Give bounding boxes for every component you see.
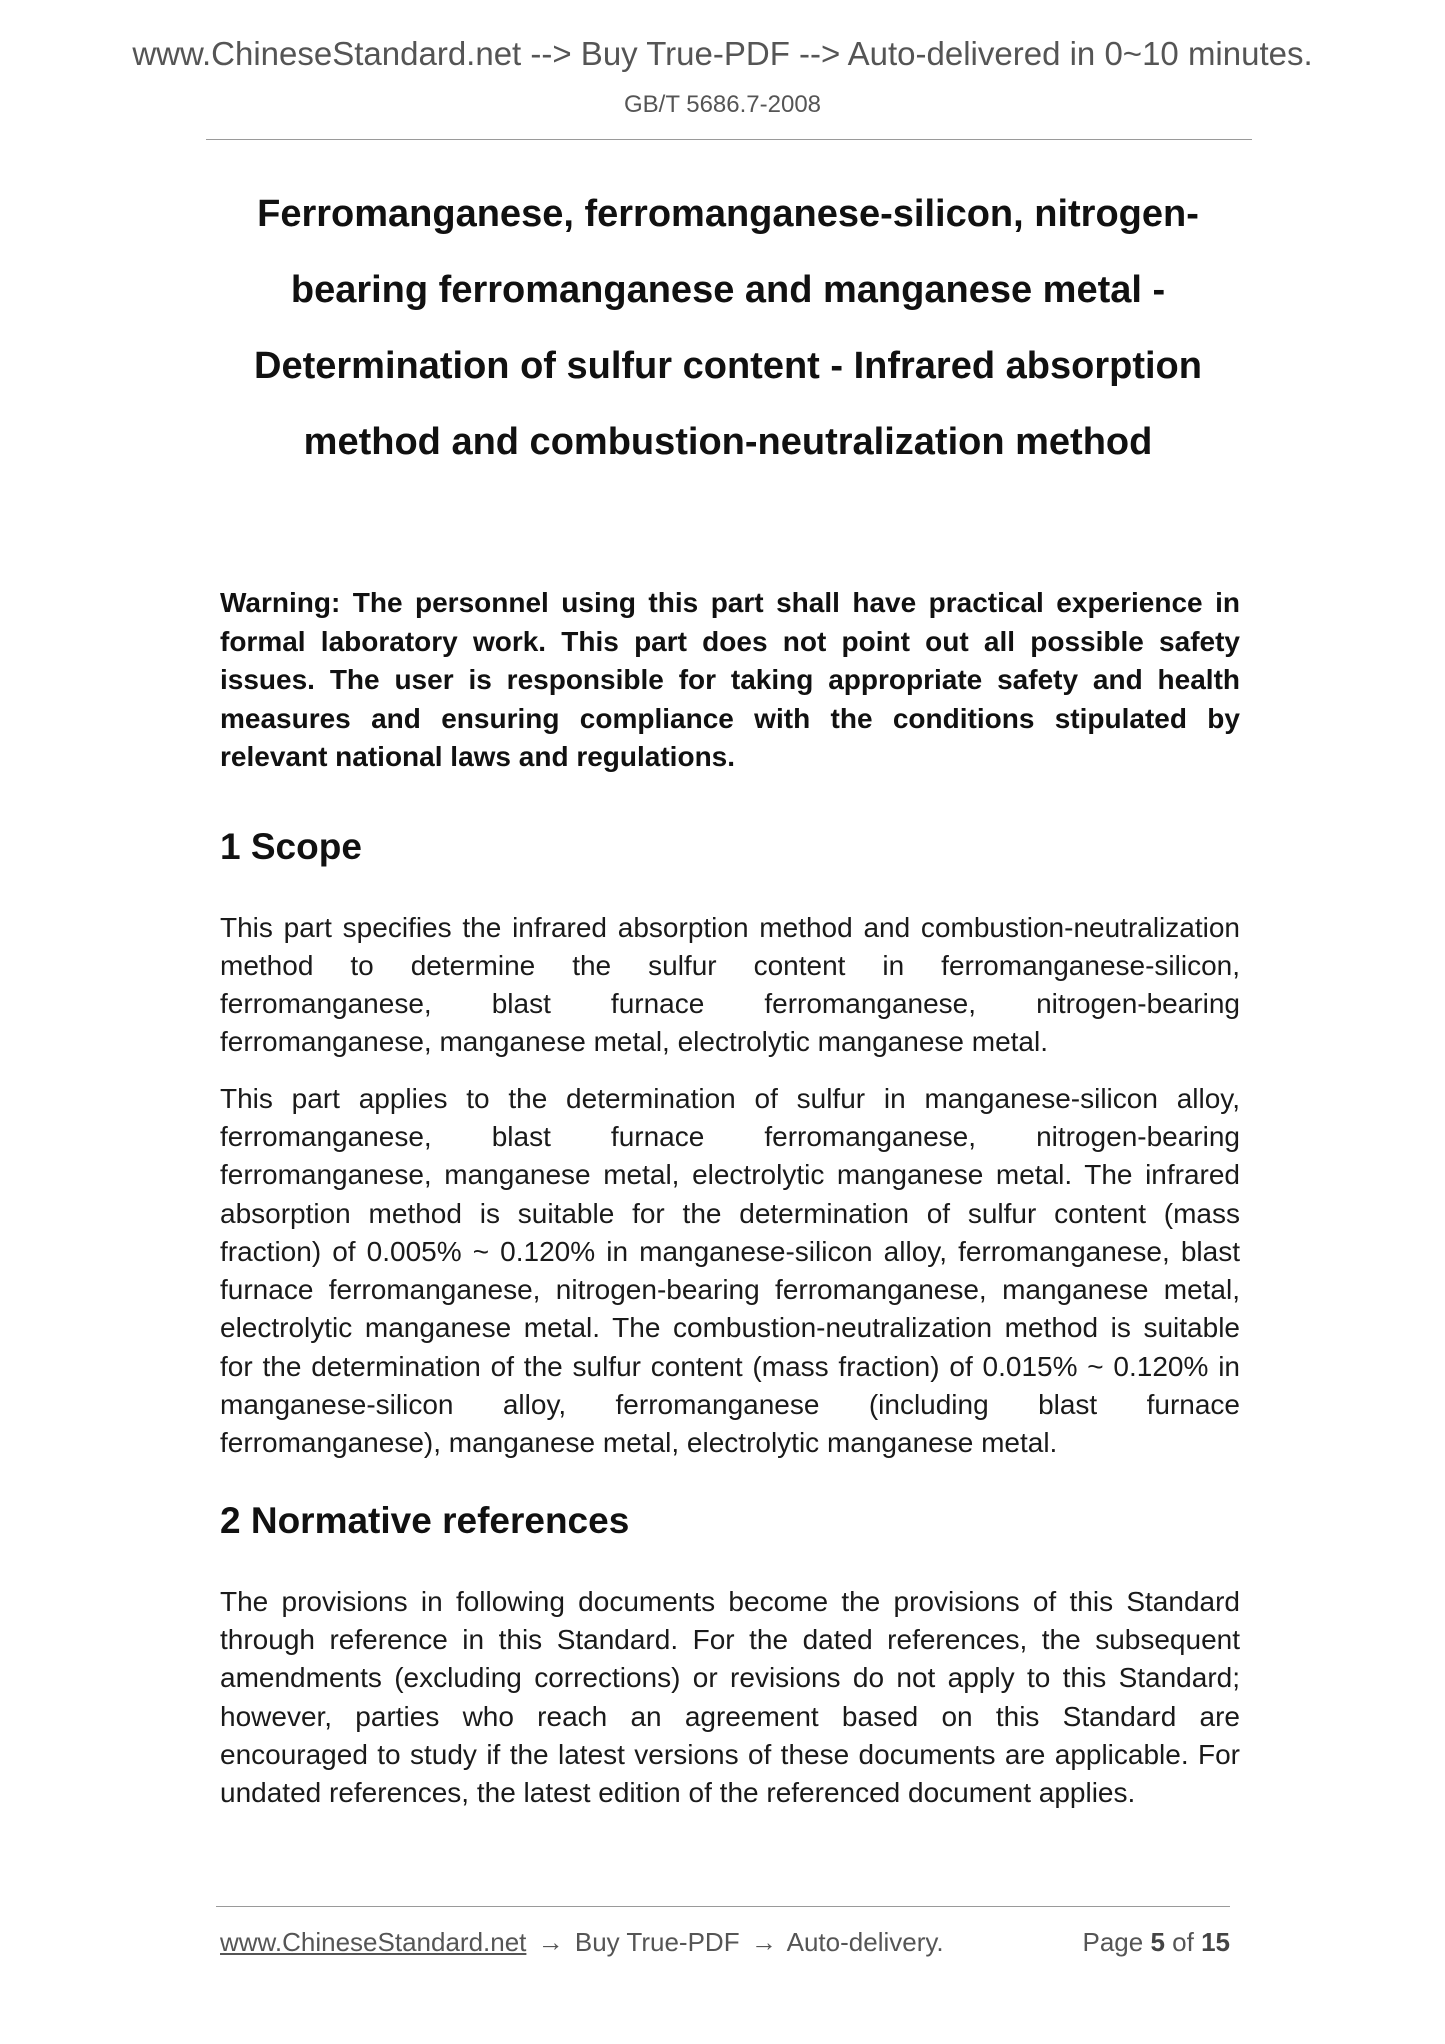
title-line-4: method and combustion-neutralization method [303, 421, 1153, 463]
page-total: 15 [1201, 1927, 1230, 1957]
page-of-label: of [1172, 1927, 1194, 1957]
scope-paragraph-1: This part specifies the infrared absorption method and combustion-neutralization method to determine the sulfur content in ferromanganese-silicon, ferromanganese, blast furnace ferromanganese, nitrogen-bearing ferromanganese, manganese metal, electrolytic manganese metal. [220, 911, 1240, 1058]
page-label: Page [1082, 1927, 1144, 1957]
page-footer [220, 1925, 1230, 1961]
footer-divider [216, 1906, 1230, 1907]
warning-paragraph: Warning: The personnel using this part shall have practical experience in formal laboratory work. This part does not point out all possible safety issues. The user is responsible for taking appropriate safety and health measures and ensuring compliance with the conditions stipulated by relevant national laws and regulations. [220, 587, 1240, 772]
title-line-2: bearing ferromanganese and manganese metal - [290, 269, 1166, 311]
page-number: 5 [1150, 1927, 1165, 1957]
section-heading-normative-references: 2 Normative references [220, 1499, 630, 1541]
footer-site-link[interactable]: www.ChineseStandard.net [220, 1927, 527, 1957]
title-line-1: Ferromanganese, ferromanganese-silicon, nitrogen- [257, 193, 1199, 235]
scope-paragraph-2: This part applies to the determination of sulfur in manganese-silicon alloy, ferromanganese, blast furnace ferromanganese, nitrogen-bearing ferromanganese, manganese metal, electrolytic manganese metal. The infrared absorption method is suitable for the determination of sulfur content (mass fraction) of 0.005% ~ 0.120% in manganese-silicon alloy, ferromanganese, blast furnace ferromanganese, nitrogen-bearing ferromanganese, manganese metal, electrolytic manganese metal. The combustion-neutralization method is suitable for the determination of the sulfur content (mass fraction) of 0.015% ~ 0.120% in manganese-silicon alloy, ferromanganese (including blast furnace ferromanganese), manganese metal, electrolytic manganese metal. [220, 1082, 1240, 1459]
top-banner: www.ChineseStandard.net --> Buy True-PDF --> Auto-delivered in 0~10 minutes. [132, 35, 1313, 72]
header-divider [206, 139, 1252, 140]
arrow-right-icon: → [537, 1927, 564, 1957]
normative-references-paragraph: The provisions in following documents become the provisions of this Standard through reference in this Standard. For the dated references, the subsequent amendments (excluding corrections) or revisions do not apply to this Standard; however, parties who reach an agreement based on this Standard are encouraged to study if the latest versions of these documents are applicable. For undated references, the latest edition of the referenced document applies. [220, 1585, 1240, 1809]
document-title [220, 176, 1236, 480]
footer-buy-text: Buy True-PDF [574, 1927, 740, 1957]
document-body [220, 584, 1240, 1812]
standard-code: GB/T 5686.7-2008 [623, 91, 822, 118]
page-indicator [1082, 1925, 1230, 1959]
section-heading-scope: 1 Scope [220, 825, 362, 867]
footer-delivery-info [220, 1925, 944, 1959]
footer-delivery-text: Auto-delivery. [786, 1927, 944, 1957]
title-line-3: Determination of sulfur content - Infrared absorption [254, 345, 1202, 387]
arrow-right-icon: → [750, 1927, 777, 1957]
